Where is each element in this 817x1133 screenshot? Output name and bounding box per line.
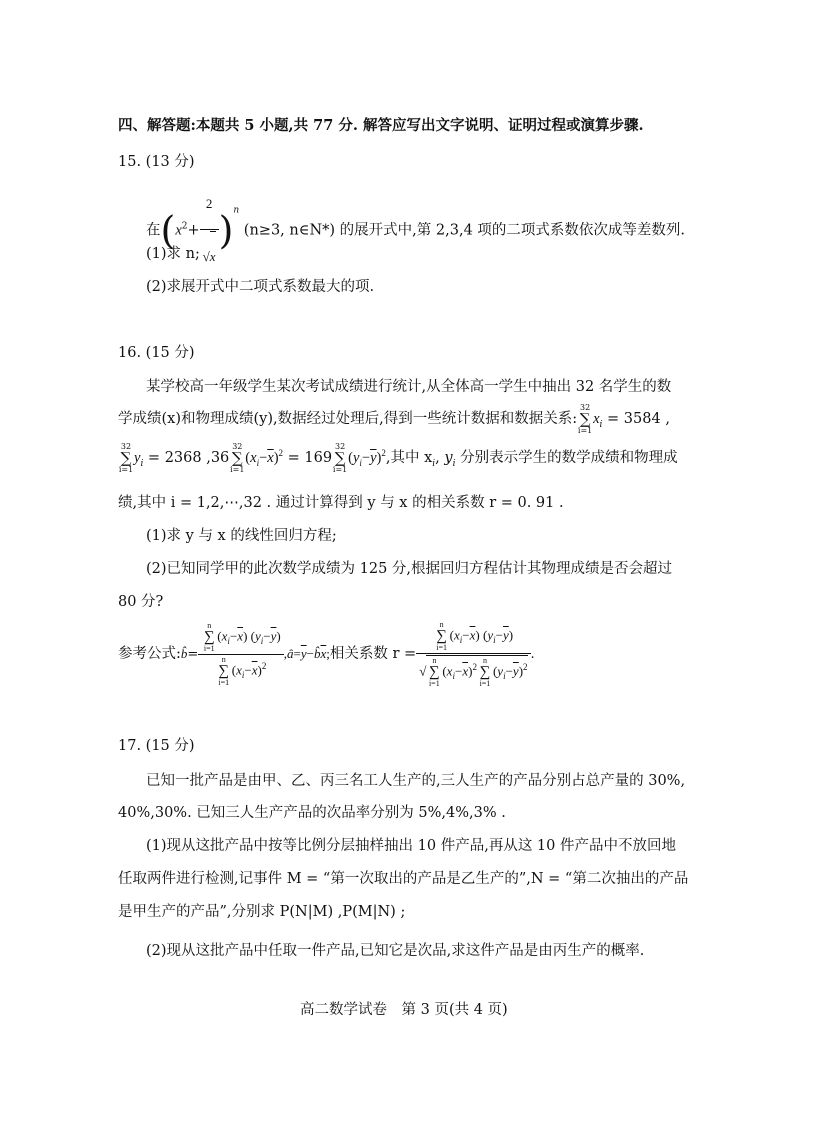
slope-fraction: n ∑ i=1 $(x_i-\overline{x})$ $(y_i-\overline{y})$ n ∑ i=1 $(x_i-\overline{x})^2$ bbox=[198, 622, 283, 687]
q17-label: 17. (15 分) bbox=[118, 738, 195, 754]
q16-part1: (1)求 y 与 x 的线性回归方程; bbox=[146, 528, 337, 544]
q15-part1: (1)求 n; bbox=[146, 246, 200, 262]
q16-line4: 绩,其中 i = 1,2,⋯,32 . 通过计算得到 y 与 x 的相关系数 r = 0. 91 . bbox=[118, 495, 564, 511]
q15-part2: (2)求展开式中二项式系数最大的项. bbox=[146, 279, 375, 295]
q16-line3-b: = 169 bbox=[283, 450, 333, 466]
q16-part2-line2: 80 分? bbox=[118, 594, 164, 610]
page-footer: 高二数学试卷 第 3 页(共 4 页) bbox=[300, 1002, 508, 1018]
q17-line1: 已知一批产品是由甲、乙、丙三名工人生产的,三人生产的产品分别占总产量的 30%, bbox=[146, 773, 686, 789]
q17-line6: (2)现从这批产品中任取一件产品,已知它是次品,求这件产品是由丙生产的概率. bbox=[146, 943, 645, 959]
q16-line1: 某学校高一年级学生某次考试成绩进行统计,从全体高一学生中抽出 32 名学生的数 bbox=[146, 379, 672, 395]
ref-label: 参考公式: bbox=[118, 646, 181, 662]
q17-line2: 40%,30%. 已知三人生产产品的次品率分别为 5%,4%,3% . bbox=[118, 805, 506, 821]
q17-line4: 任取两件进行检测,记事件 M = “第一次取出的产品是乙生产的”,N = “第二次抽出的产品 bbox=[118, 871, 689, 887]
q16-line3-a: = 2368 ,36 bbox=[143, 450, 230, 466]
q16-line3-d: 分别表示学生的数学成绩和物理成 bbox=[455, 450, 678, 466]
q16-line2-text: 学成绩(x)和物理成绩(y),数据经过处理后,得到一些统计数据和数据关系: bbox=[118, 411, 578, 427]
q15-fraction: $\frac{2}{√x}$ bbox=[200, 180, 219, 281]
q16-reference-formula: 参考公式:b̂= n ∑ i=1 $(x_i-\overline{x})$ $(y_i-\overline{y})$ n ∑ i=1 $(x_i-\overline{x})^2$ $,â=\overline{y}-b̂\overline{x}$;相关系数 r = n ∑ i=1 $(x_i-\overline{x})$ $(y_i-\overline{y})$ √ n ∑ i=1 $(x_i-\overline{x})^2$ n ∑ i=1 $(y_i-\overline{y})^2$ . bbox=[118, 620, 535, 688]
q15-label: 15. (13 分) bbox=[118, 154, 195, 170]
ref-mid: 相关系数 r = bbox=[329, 646, 417, 662]
correlation-fraction: n ∑ i=1 $(x_i-\overline{x})$ $(y_i-\overline{y})$ √ n ∑ i=1 $(x_i-\overline{x})^2$ n ∑ i=1 $(y_i-\overline{y})^2$ bbox=[416, 621, 530, 688]
q16-part2-line1: (2)已知同学甲的此次数学成绩为 125 分,根据回归方程估计其物理成绩是否会超过 bbox=[146, 561, 673, 577]
q16-line2: 学成绩(x)和物理成绩(y),数据经过处理后,得到一些统计数据和数据关系: 32 ∑ i=1 $x_i = 3584$ , bbox=[118, 402, 670, 435]
q16-line3-c: ,其中 x bbox=[385, 450, 433, 466]
q15-stem-suffix: (n≥3, n∈N*) 的展开式中,第 2,3,4 项的二项式系数依次成等差数列. bbox=[239, 222, 686, 239]
q16-line2-value: = 3584 , bbox=[602, 411, 670, 427]
q16-line3: 32 ∑ i=1 $y_i = 2368$ ,36 32 ∑ i=1 $(x_i-\overline{x})^2 = 169$ 32 ∑ i=1 $(y_i-\overline{y})^2$,其中 $x_i$, $y_i$ 分别表示学生的数学成绩和物理成 bbox=[118, 441, 678, 474]
section-header: 四、解答题:本题共 5 小题,共 77 分. 解答应写出文字说明、证明过程或演算步骤. bbox=[118, 117, 644, 134]
q17-line3: (1)现从这批产品中按等比例分层抽样抽出 10 件产品,再从这 10 件产品中不放回地 bbox=[146, 838, 676, 854]
q17-line5: 是甲生产的产品”,分别求 P(N|M) ,P(M|N) ; bbox=[118, 904, 406, 920]
q15-stem-prefix: 在 bbox=[146, 222, 161, 239]
q16-label: 16. (15 分) bbox=[118, 345, 195, 361]
q15-stem: 在($x^2+$ $\frac{2}{√x}$ )$^n$ (n≥3, n∈N*) 的展开式中,第 2,3,4 项的二项式系数依次成等差数列. bbox=[146, 180, 685, 228]
